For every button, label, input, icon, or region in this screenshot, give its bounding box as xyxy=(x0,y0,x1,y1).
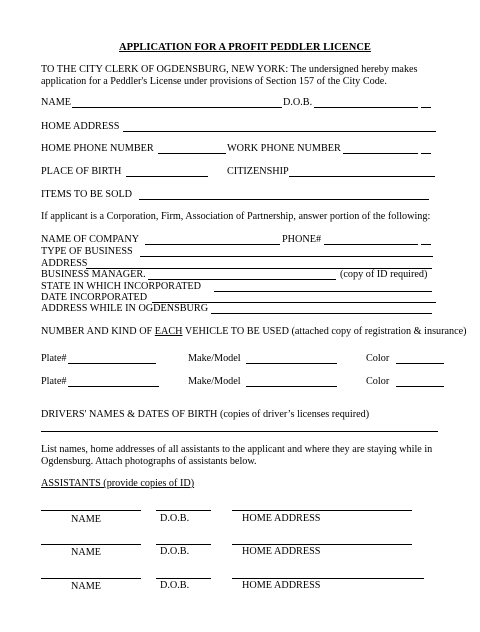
assistant-1-dob-label: D.O.B. xyxy=(160,513,190,524)
address-ogdensburg-label: ADDRESS WHILE IN OGDENSBURG xyxy=(41,303,209,314)
plate-label-1: Plate# xyxy=(41,353,67,364)
drivers-field[interactable] xyxy=(41,431,438,432)
date-incorporated-label: DATE INCORPORATED xyxy=(41,292,148,303)
color-field-1[interactable] xyxy=(396,363,444,364)
items-label: ITEMS TO BE SOLD xyxy=(41,189,133,200)
intro-line-2: application for a Peddler's License under provisions of Section 157 of the City Code. xyxy=(41,76,387,87)
color-label-1: Color xyxy=(366,353,390,364)
assistant-1-address-label: HOME ADDRESS xyxy=(242,513,321,524)
home-address-field[interactable] xyxy=(123,131,436,132)
assistant-2-name-field[interactable] xyxy=(41,544,141,545)
vehicle-heading xyxy=(41,326,467,338)
citizenship-field[interactable] xyxy=(289,176,435,177)
assistant-2-dob-label: D.O.B. xyxy=(160,546,190,557)
dob-field[interactable] xyxy=(314,107,418,108)
corp-address-label: ADDRESS xyxy=(41,258,88,269)
vehicle-heading-post: VEHICLE TO BE USED (attached copy of registration & insurance) xyxy=(182,326,467,337)
phone-field-tail xyxy=(421,244,431,245)
work-phone-field-tail xyxy=(421,153,431,154)
make-model-label-1: Make/Model xyxy=(188,353,241,364)
business-manager-label: BUSINESS MANAGER. xyxy=(41,269,146,280)
business-manager-field[interactable] xyxy=(148,279,336,280)
plate-field-1[interactable] xyxy=(68,363,156,364)
assistant-3-dob-label: D.O.B. xyxy=(160,580,190,591)
company-label: NAME OF COMPANY xyxy=(41,234,140,245)
assistant-3-name-label: NAME xyxy=(71,581,101,592)
work-phone-label: WORK PHONE NUMBER xyxy=(227,143,341,154)
plate-label-2: Plate# xyxy=(41,376,67,387)
color-label-2: Color xyxy=(366,376,390,387)
plate-field-2[interactable] xyxy=(68,386,159,387)
dob-label: D.O.B. xyxy=(283,97,313,108)
color-field-2[interactable] xyxy=(396,386,444,387)
page-title: APPLICATION FOR A PROFIT PEDDLER LICENCE xyxy=(119,42,371,53)
make-model-label-2: Make/Model xyxy=(188,376,241,387)
assistants-heading: ASSISTANTS (provide copies of ID) xyxy=(41,478,195,489)
name-field[interactable] xyxy=(72,107,282,108)
corp-note: If applicant is a Corporation, Firm, Association of Partnership, answer portion of the following: xyxy=(41,211,431,222)
copy-of-id-note: (copy of ID required) xyxy=(340,269,428,280)
dob-field-tail xyxy=(421,107,431,108)
work-phone-field[interactable] xyxy=(343,153,418,154)
intro-line-1: TO THE CITY CLERK OF OGDENSBURG, NEW YORK: The undersigned hereby makes xyxy=(41,64,418,75)
assistant-2-dob-field[interactable] xyxy=(156,544,211,545)
make-model-field-2[interactable] xyxy=(246,386,337,387)
state-incorporated-field[interactable] xyxy=(214,291,432,292)
assistant-3-address-field[interactable] xyxy=(232,578,424,579)
assist-para-line-1: List names, home addresses of all assistants to the applicant and where they are staying while in xyxy=(41,444,433,455)
assistant-3-address-label: HOME ADDRESS xyxy=(242,580,321,591)
assistant-1-name-label: NAME xyxy=(71,514,101,525)
assistant-1-name-field[interactable] xyxy=(41,510,141,511)
assistant-2-address-label: HOME ADDRESS xyxy=(242,546,321,557)
place-of-birth-field[interactable] xyxy=(126,176,208,177)
make-model-field-1[interactable] xyxy=(246,363,337,364)
vehicle-heading-each: EACH xyxy=(154,326,183,337)
drivers-label: DRIVERS' NAMES & DATES OF BIRTH (copies of driver’s licenses required) xyxy=(41,409,370,420)
type-of-business-label: TYPE OF BUSINESS xyxy=(41,246,133,257)
home-phone-field[interactable] xyxy=(158,153,226,154)
phone-label: PHONE# xyxy=(282,234,322,245)
phone-field[interactable] xyxy=(324,244,418,245)
type-of-business-field[interactable] xyxy=(140,256,433,257)
assist-para-line-2: Ogdensburg. Attach photographs of assistants below. xyxy=(41,456,257,467)
home-address-label: HOME ADDRESS xyxy=(41,121,120,132)
state-incorporated-label: STATE IN WHICH INCORPORATED xyxy=(41,281,202,292)
items-field[interactable] xyxy=(139,199,429,200)
assistant-3-dob-field[interactable] xyxy=(156,578,211,579)
assistant-1-address-field[interactable] xyxy=(232,510,412,511)
citizenship-label: CITIZENSHIP xyxy=(227,166,289,177)
assistant-2-name-label: NAME xyxy=(71,547,101,558)
name-label: NAME xyxy=(41,97,71,108)
home-phone-label: HOME PHONE NUMBER xyxy=(41,143,154,154)
assistant-3-name-field[interactable] xyxy=(41,578,141,579)
place-of-birth-label: PLACE OF BIRTH xyxy=(41,166,122,177)
company-field[interactable] xyxy=(145,244,280,245)
vehicle-heading-pre: NUMBER AND KIND OF xyxy=(41,326,155,337)
assistant-2-address-field[interactable] xyxy=(232,544,412,545)
assistant-1-dob-field[interactable] xyxy=(156,510,211,511)
address-ogdensburg-field[interactable] xyxy=(211,313,432,314)
